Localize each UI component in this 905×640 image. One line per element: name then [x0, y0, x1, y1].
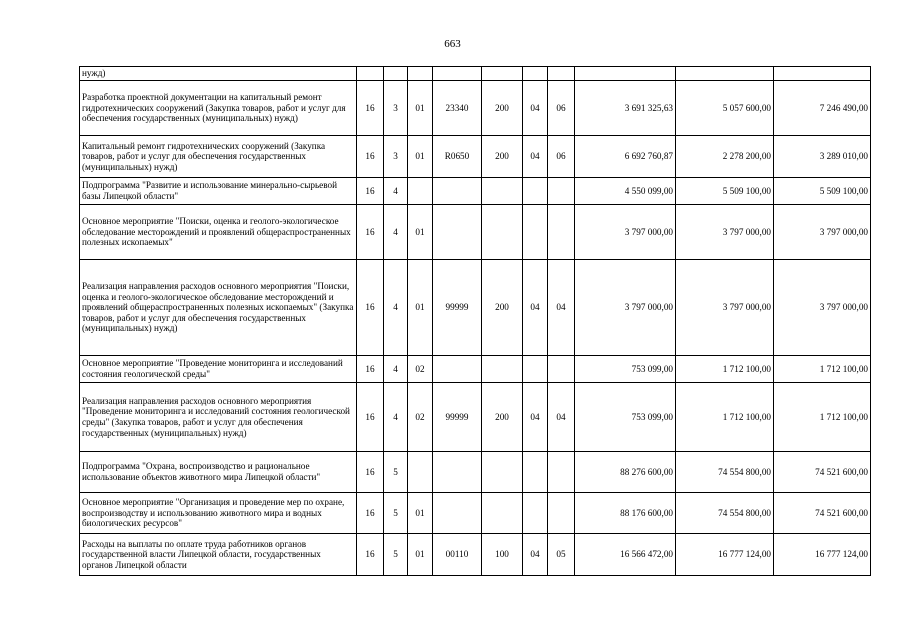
code-activity	[408, 452, 433, 493]
amount-year-1: 3 797 000,00	[575, 260, 676, 356]
table-row	[80, 178, 871, 205]
code-section: 04	[523, 260, 548, 356]
amount-year-3: 5 509 100,00	[774, 178, 871, 205]
code-subprogram: 3	[384, 136, 408, 178]
code-section	[523, 205, 548, 260]
amount-year-1: 753 099,00	[575, 356, 676, 383]
code-subprogram: 4	[384, 383, 408, 452]
amount-year-2: 3 797 000,00	[676, 260, 774, 356]
code-section: 04	[523, 136, 548, 178]
table-row	[80, 67, 871, 81]
code-subsection: 06	[548, 81, 575, 136]
code-section	[523, 452, 548, 493]
row-title: Капитальный ремонт гидротехнических сооружений (Закупка товаров, работ и услуг для обеспечения государственных (муниципальных) нужд)	[80, 136, 357, 178]
code-section: 04	[523, 81, 548, 136]
code-subprogram: 5	[384, 493, 408, 534]
code-subsection: 04	[548, 383, 575, 452]
amount-year-2: 1 712 100,00	[676, 356, 774, 383]
amount-year-2: 1 712 100,00	[676, 383, 774, 452]
code-activity	[408, 178, 433, 205]
code-admin: 16	[357, 81, 384, 136]
code-section	[523, 356, 548, 383]
amount-year-2	[676, 67, 774, 81]
row-title: Подпрограмма "Охрана, воспроизводство и рациональное использование объектов животного мира Липецкой области"	[80, 452, 357, 493]
amount-year-1: 88 176 600,00	[575, 493, 676, 534]
code-expense-type: 200	[482, 260, 523, 356]
code-direction: 00110	[433, 534, 482, 576]
table-row	[80, 493, 871, 534]
code-admin: 16	[357, 260, 384, 356]
code-activity: 01	[408, 493, 433, 534]
code-subprogram: 4	[384, 205, 408, 260]
code-activity: 01	[408, 534, 433, 576]
code-subsection: 05	[548, 534, 575, 576]
code-section: 04	[523, 534, 548, 576]
code-subsection: 04	[548, 260, 575, 356]
row-title: Реализация направления расходов основного мероприятия "Поиски, оценка и геолого-экологическое обследование месторождений и проявлений общераспространенных полезных ископаемых" (Закупка товаров, работ и услуг для обеспечения государственных (муниципальных) нужд)	[80, 260, 357, 356]
row-title: нужд)	[80, 67, 357, 81]
amount-year-1	[575, 67, 676, 81]
code-direction: 99999	[433, 383, 482, 452]
code-direction: R0650	[433, 136, 482, 178]
table-row	[80, 205, 871, 260]
row-title: Разработка проектной документации на капитальный ремонт гидротехнических сооружений (Закупка товаров, работ и услуг для обеспечения государственных (муниципальных) нужд)	[80, 81, 357, 136]
code-expense-type	[482, 452, 523, 493]
amount-year-1: 3 691 325,63	[575, 81, 676, 136]
code-admin: 16	[357, 493, 384, 534]
code-admin: 16	[357, 356, 384, 383]
code-subsection	[548, 356, 575, 383]
code-subprogram: 4	[384, 356, 408, 383]
amount-year-3: 1 712 100,00	[774, 383, 871, 452]
code-activity: 02	[408, 383, 433, 452]
amount-year-1: 753 099,00	[575, 383, 676, 452]
amount-year-1: 16 566 472,00	[575, 534, 676, 576]
code-subsection	[548, 67, 575, 81]
code-expense-type: 100	[482, 534, 523, 576]
amount-year-3: 3 289 010,00	[774, 136, 871, 178]
code-subprogram: 4	[384, 178, 408, 205]
code-admin	[357, 67, 384, 81]
table-row	[80, 136, 871, 178]
code-admin: 16	[357, 534, 384, 576]
amount-year-2: 74 554 800,00	[676, 452, 774, 493]
code-activity: 01	[408, 136, 433, 178]
amount-year-2: 2 278 200,00	[676, 136, 774, 178]
amount-year-2: 5 057 600,00	[676, 81, 774, 136]
table-row	[80, 534, 871, 576]
amount-year-2: 3 797 000,00	[676, 205, 774, 260]
code-activity: 01	[408, 205, 433, 260]
amount-year-1: 3 797 000,00	[575, 205, 676, 260]
amount-year-3: 3 797 000,00	[774, 205, 871, 260]
amount-year-2: 16 777 124,00	[676, 534, 774, 576]
code-subsection	[548, 452, 575, 493]
amount-year-2: 74 554 800,00	[676, 493, 774, 534]
amount-year-3	[774, 67, 871, 81]
code-expense-type: 200	[482, 383, 523, 452]
code-direction	[433, 356, 482, 383]
code-direction	[433, 205, 482, 260]
code-expense-type	[482, 356, 523, 383]
code-direction	[433, 178, 482, 205]
code-admin: 16	[357, 205, 384, 260]
code-section	[523, 67, 548, 81]
code-expense-type	[482, 493, 523, 534]
amount-year-3: 1 712 100,00	[774, 356, 871, 383]
code-expense-type: 200	[482, 81, 523, 136]
code-admin: 16	[357, 136, 384, 178]
code-expense-type	[482, 205, 523, 260]
code-section	[523, 178, 548, 205]
code-subsection	[548, 178, 575, 205]
row-title: Подпрограмма "Развитие и использование минерально-сырьевой базы Липецкой области"	[80, 178, 357, 205]
code-activity	[408, 67, 433, 81]
code-direction	[433, 452, 482, 493]
code-admin: 16	[357, 178, 384, 205]
code-subsection	[548, 493, 575, 534]
table-row	[80, 383, 871, 452]
code-subsection	[548, 205, 575, 260]
code-subprogram: 4	[384, 260, 408, 356]
code-activity: 01	[408, 260, 433, 356]
code-admin: 16	[357, 383, 384, 452]
row-title: Основное мероприятие "Поиски, оценка и геолого-экологическое обследование месторождений и проявлений общераспространенных полезных ископаемых"	[80, 205, 357, 260]
row-title: Основное мероприятие "Проведение мониторинга и исследований состояния геологической среды"	[80, 356, 357, 383]
row-title: Реализация направления расходов основного мероприятия "Проведение мониторинга и исследований состояния геологической среды" (Закупка товаров, работ и услуг для обеспечения государственных (муниципальных) нужд)	[80, 383, 357, 452]
code-subprogram: 5	[384, 534, 408, 576]
table-row	[80, 356, 871, 383]
code-activity: 02	[408, 356, 433, 383]
amount-year-3: 7 246 490,00	[774, 81, 871, 136]
code-activity: 01	[408, 81, 433, 136]
amount-year-1: 4 550 099,00	[575, 178, 676, 205]
table-row	[80, 81, 871, 136]
code-expense-type	[482, 67, 523, 81]
code-admin: 16	[357, 452, 384, 493]
code-direction	[433, 67, 482, 81]
code-direction	[433, 493, 482, 534]
amount-year-3: 3 797 000,00	[774, 260, 871, 356]
table-row	[80, 260, 871, 356]
code-expense-type: 200	[482, 136, 523, 178]
code-direction: 23340	[433, 81, 482, 136]
amount-year-2: 5 509 100,00	[676, 178, 774, 205]
amount-year-3: 16 777 124,00	[774, 534, 871, 576]
code-subsection: 06	[548, 136, 575, 178]
code-direction: 99999	[433, 260, 482, 356]
code-subprogram: 3	[384, 81, 408, 136]
code-section	[523, 493, 548, 534]
table-row	[80, 452, 871, 493]
page-number: 663	[444, 38, 461, 50]
code-subprogram	[384, 67, 408, 81]
code-subprogram: 5	[384, 452, 408, 493]
budget-table	[79, 66, 871, 576]
amount-year-1: 6 692 760,87	[575, 136, 676, 178]
row-title: Расходы на выплаты по оплате труда работников органов государственной власти Липецкой области, государственных органов Липецкой области	[80, 534, 357, 576]
amount-year-1: 88 276 600,00	[575, 452, 676, 493]
row-title: Основное мероприятие "Организация и проведение мер по охране, воспроизводству и использованию животного мира и водных биологических ресурсов"	[80, 493, 357, 534]
code-section: 04	[523, 383, 548, 452]
code-expense-type	[482, 178, 523, 205]
amount-year-3: 74 521 600,00	[774, 493, 871, 534]
amount-year-3: 74 521 600,00	[774, 452, 871, 493]
